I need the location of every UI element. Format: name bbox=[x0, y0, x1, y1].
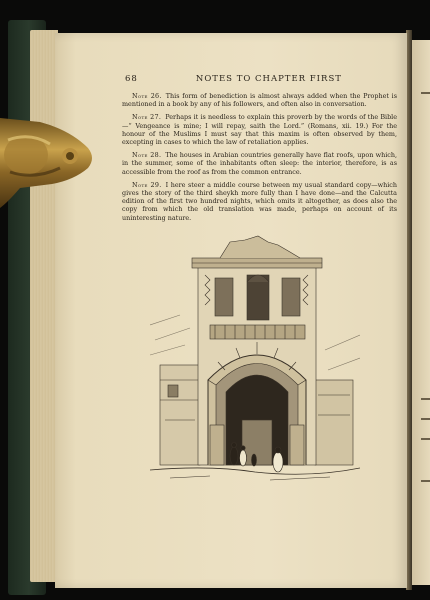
notes-text bbox=[122, 92, 397, 227]
note-paragraph bbox=[122, 151, 397, 176]
note-text: This form of benediction is almost always added when the Prophet is mentioned in a book by any of his followers, and often also in conversation. bbox=[122, 92, 397, 109]
right-page-text-line bbox=[421, 92, 430, 94]
page-header bbox=[125, 74, 400, 84]
note-text: I here steer a middle course between my usual standard copy—which gives the story of the third sheykh more fully than I have done—and the Calcutta edition of the first two hundred nights, which omits it altogether, as does also the copy from which the old translation was made, perhaps on account of its uninteresting nature. bbox=[122, 180, 397, 222]
note-label: Note 27. bbox=[132, 113, 162, 122]
gateway-engraving bbox=[150, 230, 360, 485]
note-text: Perhaps it is needless to explain this proverb by the words of the Bible—“ Vengeance is mine; I will repay, saith the Lord.” (Romans, xii. 19.) For the honour of the Muslims I must say that this maxim is often observed by them, excepting in cases to which the law of retaliation applies. bbox=[122, 113, 397, 147]
right-page-text-line bbox=[421, 398, 430, 400]
brass-clasp bbox=[0, 110, 95, 215]
right-page-text-line bbox=[421, 480, 430, 482]
running-title: NOTES TO CHAPTER FIRST bbox=[195, 74, 342, 84]
note-paragraph bbox=[122, 181, 397, 222]
note-label: Note 28. bbox=[132, 151, 162, 160]
page-number: 68 bbox=[125, 74, 138, 84]
note-label: Note 29. bbox=[132, 180, 162, 189]
right-page-text-line bbox=[421, 438, 430, 440]
right-page-text-line bbox=[421, 418, 430, 420]
note-paragraph bbox=[122, 113, 397, 146]
note-label: Note 26. bbox=[132, 92, 162, 100]
note-paragraph bbox=[122, 92, 397, 108]
note-text: The houses in Arabian countries generally have flat roofs, upon which, in the summer, some of the inhabitants often sleep: the interior, therefore, is as accessible from the roof as from the common entrance. bbox=[122, 151, 397, 176]
right-page bbox=[410, 40, 430, 585]
